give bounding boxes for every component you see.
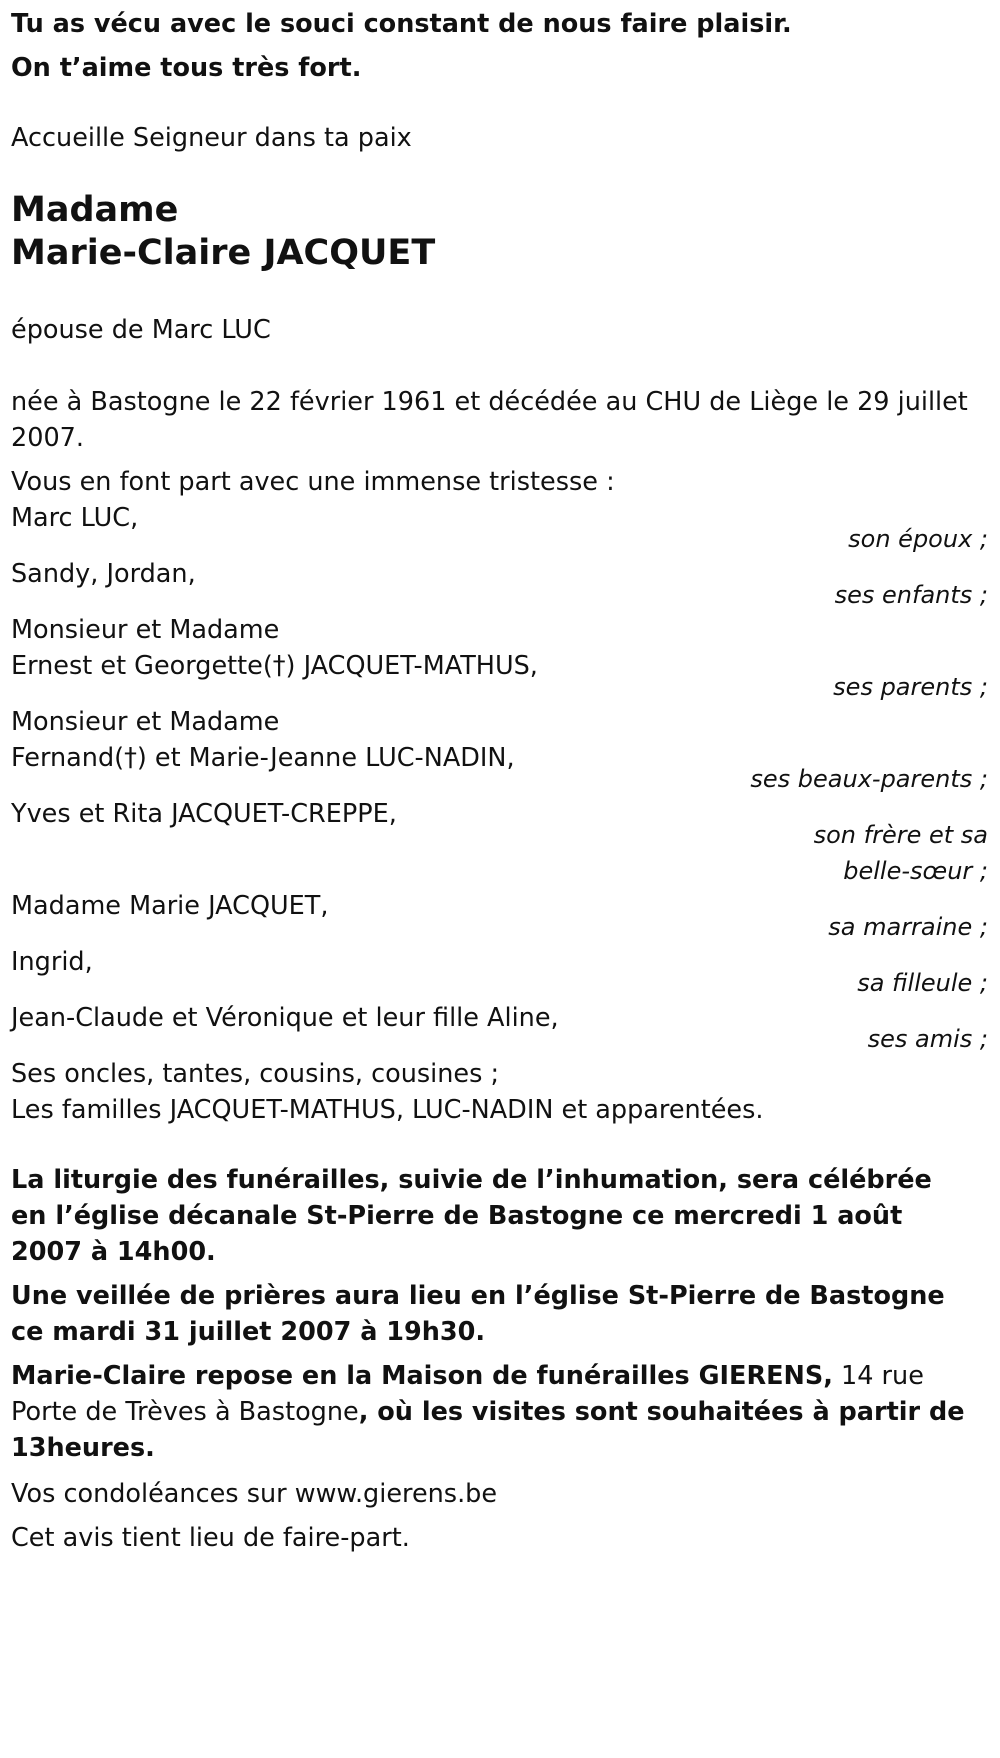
family-member-name: Ingrid, bbox=[11, 947, 93, 977]
rest-info-address: 14 rue Porte de Trèves à Bastogne bbox=[11, 1361, 924, 1427]
family-member-name: Yves et Rita JACQUET-CREPPE, bbox=[11, 799, 397, 829]
family-member-role: ses enfants ; bbox=[834, 581, 988, 609]
family-member-role: sa filleule ; bbox=[857, 969, 988, 997]
intro-line-1: Tu as vécu avec le souci constant de nous faire plaisir. bbox=[11, 9, 792, 39]
announcement-line: Vous en font part avec une immense tristesse : bbox=[11, 467, 615, 497]
family-member-role: ses beaux-parents ; bbox=[750, 765, 988, 793]
dates-line-1: née à Bastogne le 22 février 1961 et décédée au CHU de Liège le 29 juillet bbox=[11, 387, 968, 417]
spouse-line: épouse de Marc LUC bbox=[11, 315, 271, 345]
family-member-role: belle-sœur ; bbox=[843, 857, 988, 885]
condolences-line: Vos condoléances sur www.gierens.be bbox=[11, 1479, 498, 1509]
extended-family-line-1: Ses oncles, tantes, cousins, cousines ; bbox=[11, 1059, 500, 1089]
funeral-info: La liturgie des funérailles, suivie de l’inhumation, sera célébrée en l’église décanale St-Pierre de Bastogne ce mercredi 1 août 2007 à 14h00. bbox=[11, 1165, 932, 1267]
notice-line: Cet avis tient lieu de faire-part. bbox=[11, 1523, 410, 1553]
family-member-prefix: Monsieur et Madame bbox=[11, 707, 280, 737]
family-member-name: Ernest et Georgette(†) JACQUET-MATHUS, bbox=[11, 651, 538, 681]
family-member-name: Madame Marie JACQUET, bbox=[11, 891, 329, 921]
rest-info-bold-2: , où les visites sont souhaitées à partir de 13heures. bbox=[11, 1397, 965, 1463]
family-member-name: Marc LUC, bbox=[11, 503, 139, 533]
family-member-role: sa marraine ; bbox=[828, 913, 988, 941]
rest-info bbox=[11, 1358, 971, 1466]
family-member-prefix: Monsieur et Madame bbox=[11, 615, 280, 645]
extended-family-line-2: Les familles JACQUET-MATHUS, LUC-NADIN et apparentées. bbox=[11, 1095, 764, 1125]
intro-line-2: On t’aime tous très fort. bbox=[11, 53, 362, 83]
deceased-honorific: Madame bbox=[11, 190, 179, 230]
vigil-info: Une veillée de prières aura lieu en l’église St-Pierre de Bastogne ce mardi 31 juillet 2007 à 19h30. bbox=[11, 1281, 945, 1347]
family-member-role: ses parents ; bbox=[833, 673, 988, 701]
family-member-role: son frère et sa bbox=[813, 821, 988, 849]
family-member-name: Fernand(†) et Marie-Jeanne LUC-NADIN, bbox=[11, 743, 515, 773]
family-member-name: Jean-Claude et Véronique et leur fille Aline, bbox=[11, 1003, 559, 1033]
family-member-name: Sandy, Jordan, bbox=[11, 559, 196, 589]
family-member-role: ses amis ; bbox=[867, 1025, 988, 1053]
deceased-name: Marie-Claire JACQUET bbox=[11, 233, 436, 273]
prayer-line: Accueille Seigneur dans ta paix bbox=[11, 123, 412, 153]
family-member-role: son époux ; bbox=[848, 525, 988, 553]
dates-line-2: 2007. bbox=[11, 423, 85, 453]
rest-info-bold-1: Marie-Claire repose en la Maison de funérailles GIERENS, bbox=[11, 1361, 833, 1391]
